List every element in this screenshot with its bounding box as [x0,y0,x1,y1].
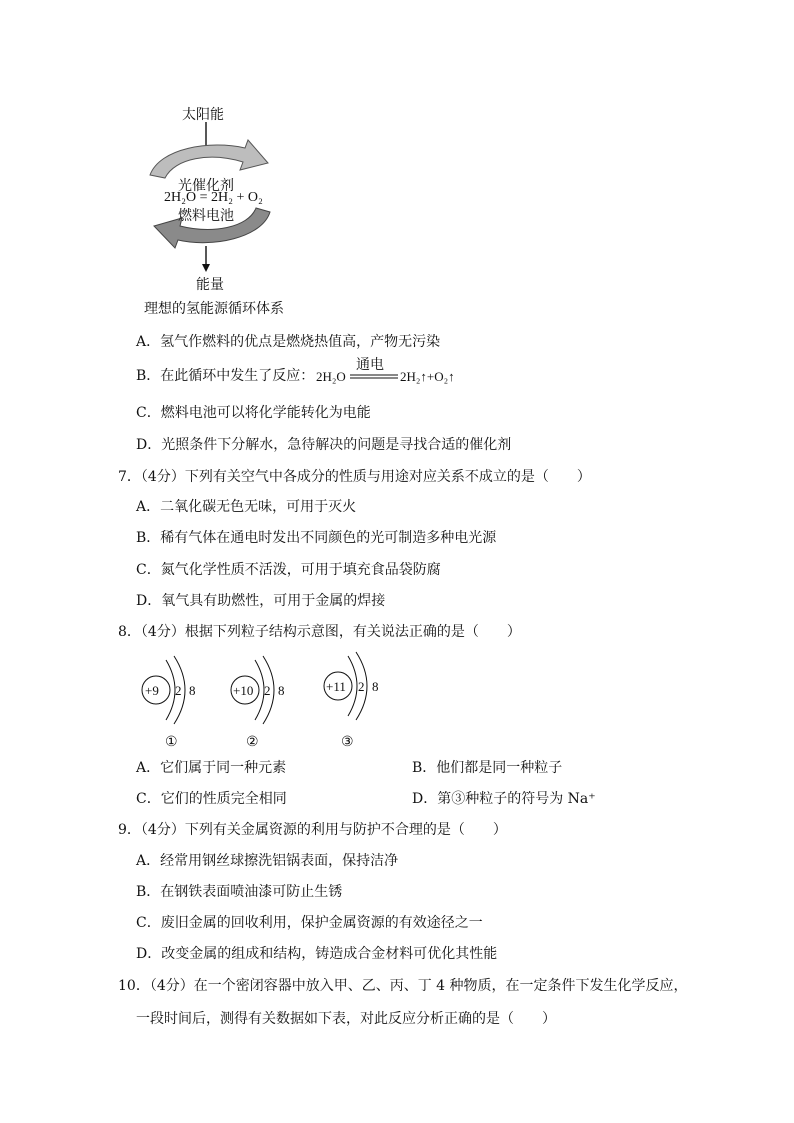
particle-2-label: ② [246,734,259,750]
particle-2-shell-1: 2 [264,683,271,698]
particle-1-label: ① [165,734,178,750]
cycle-bottom-label: 能量 [196,277,224,293]
q10-stem-line2: 一段时间后，测得有关数据如下表，对此反应分析正确的是（ ） [136,1011,556,1027]
q8-option-d: D．第③种粒子的符号为 Na⁺ [412,791,596,807]
cycle-equation: 2H₂O = 2H₂ + O₂ [164,190,263,205]
q6-option-a: A．氢气作燃料的优点是燃烧热值高，产物无污染 [136,334,441,350]
particle-3-shell-1: 2 [358,679,365,694]
particle-2-shell-2: 8 [278,683,285,698]
q6-option-b-text: B．在此循环中发生了反应： [136,368,315,384]
q6-equation-right: 2H₂↑+O₂↑ [400,369,455,384]
q7-option-c: C．氮气化学性质不活泼，可用于填充食品袋防腐 [136,562,441,578]
q8-option-b: B．他们都是同一种粒子 [412,760,563,776]
q7-option-d: D．氧气具有助燃性，可用于金属的焊接 [136,593,386,609]
cycle-catalyst-label: 光催化剂 [178,178,234,194]
q7-option-a: A．二氧化碳无色无味，可用于灭火 [136,499,357,515]
q8-option-c: C．它们的性质完全相同 [136,791,287,807]
q7-stem: 7．（4分）下列有关空气中各成分的性质与用途对应关系不成立的是（ ） [118,469,591,485]
q6-equation-condition: 通电 [356,357,384,373]
particle-2-nucleus: +10 [233,683,254,698]
q6-equation-left: 2H₂O [316,369,346,384]
cycle-cell-label: 燃料电池 [178,208,234,224]
q8-option-a: A．它们属于同一种元素 [136,760,287,776]
particle-3-nucleus: +11 [326,679,346,694]
cycle-top-label: 太阳能 [182,107,224,123]
q6-option-d: D．光照条件下分解水，急待解决的问题是寻找合适的催化剂 [136,437,512,453]
q9-option-a: A．经常用钢丝球擦洗铝锅表面，保持洁净 [136,853,399,869]
particle-1-shell-1: 2 [175,683,182,698]
q9-option-c: C．废旧金属的回收利用，保护金属资源的有效途径之一 [136,915,483,931]
particle-3-shell-2: 8 [372,679,379,694]
q9-stem: 9．（4分）下列有关金属资源的利用与防护不合理的是（ ） [118,822,507,838]
particle-1-nucleus: +9 [145,683,159,698]
q9-option-b: B．在钢铁表面喷油漆可防止生锈 [136,884,343,900]
q6-option-c: C．燃料电池可以将化学能转化为电能 [136,405,371,421]
particle-3-label: ③ [341,734,354,750]
q8-stem: 8．（4分）根据下列粒子结构示意图，有关说法正确的是（ ） [118,624,521,640]
cycle-caption: 理想的氢能源循环体系 [144,301,284,317]
q7-option-b: B．稀有气体在通电时发出不同颜色的光可制造多种电光源 [136,530,497,546]
q9-option-d: D．改变金属的组成和结构，铸造成合金材料可优化其性能 [136,946,498,962]
q10-stem-line1: 10．（4分）在一个密闭容器中放入甲、乙、丙、丁 4 种物质，在一定条件下发生化学反应， [118,978,688,994]
particle-1-shell-2: 8 [189,683,196,698]
